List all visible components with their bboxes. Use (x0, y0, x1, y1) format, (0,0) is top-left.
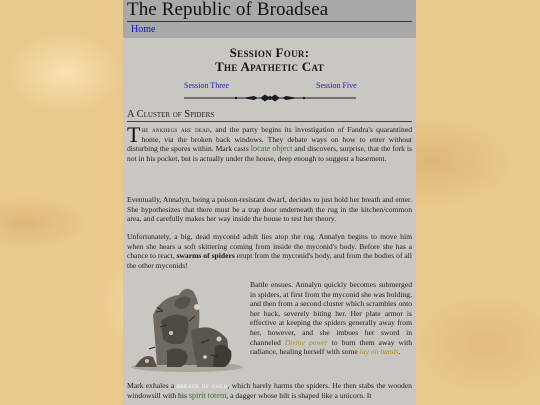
paragraph-text: and the party begins its investigation of Fandra's quarantined home, via the broken back windows. They debate ways on how to enter without disturbing the spores within. Mark casts (127, 125, 412, 154)
paragraph-text: Battle ensues. Annalyn quickly becomes submerged in spiders, at first from the myconid she was holding, and then from a second cluster which scrambles onto her back, severely biting her. Her plate armor is effective at keeping the spiders generally away from her, however, and she imbues her sword in channeled (250, 280, 412, 347)
session-title-line2: The Apathetic Cat (215, 59, 324, 74)
spell-link-spirit-totem[interactable]: spirit totem (188, 390, 227, 400)
paragraph-4 (250, 280, 412, 357)
home-link[interactable]: Home (131, 24, 156, 35)
spell-link-divine-power[interactable]: Divine power (284, 337, 328, 347)
paragraph-2: Eventually, Annalyn, being a poison-resistant dwarf, decides to just hold her breath and enter. She hypothesizes that there must be a trap door underneath the rug in the kitchen/common area, and carefully makes her way inside the house to test her theory. (127, 195, 412, 224)
previous-session-link[interactable]: Session Three (184, 81, 229, 90)
content-column (123, 0, 416, 405)
site-title: The Republic of Broadsea (127, 0, 329, 20)
ornamental-divider-icon (184, 93, 356, 103)
emphasis-swarms: swarms of spiders (176, 251, 235, 261)
paragraph-text: , a dagger whose hilt is shaped like a unicorn. It (226, 390, 372, 400)
paragraph-text: to burn them away with radiance, healing herself with some (250, 337, 412, 357)
paragraph-text: Mark exhales a (127, 381, 177, 390)
paragraph-5 (127, 381, 412, 400)
paragraph-text: and discovers, surprise, that the fork is not in his pocket, but is actually under the house, deep enough to suggest a basement. (127, 144, 412, 163)
spider-swarm-illustration (127, 281, 243, 373)
section-divider (127, 121, 412, 122)
spell-link-locate-object[interactable]: locate object (250, 144, 293, 154)
drop-cap: T (127, 122, 141, 147)
session-title (123, 46, 416, 74)
paragraph-text: , which barely harms the spiders. He then stabs the wooden windowsill with his (127, 381, 412, 400)
paragraph-lead: he ankhegs are dead, (141, 125, 212, 134)
paragraph-3 (127, 232, 412, 270)
spell-link-lay-on-hands[interactable]: lay on hands (359, 347, 399, 357)
session-title-line1: Session Four: (229, 45, 310, 60)
section-heading: A Cluster of Spiders (127, 109, 215, 120)
paragraph-text: Unfortunately, a big, dead myconid adult lies atop the rug. Annalyn begins to move him when she hears a soft skittering coming from inside the myconid's body. Before she has a chance to react, (127, 232, 412, 261)
next-session-link[interactable]: Session Five (316, 81, 357, 90)
header-divider (127, 21, 412, 22)
paragraph-1 (127, 122, 412, 163)
site-header (123, 0, 416, 38)
paragraph-text: . (398, 347, 401, 357)
spell-link-breath-of-cold[interactable]: breath of cold (176, 381, 228, 390)
paragraph-text: erupt from the myconid's body, and from the bodies of all the other myconids! (127, 251, 413, 270)
